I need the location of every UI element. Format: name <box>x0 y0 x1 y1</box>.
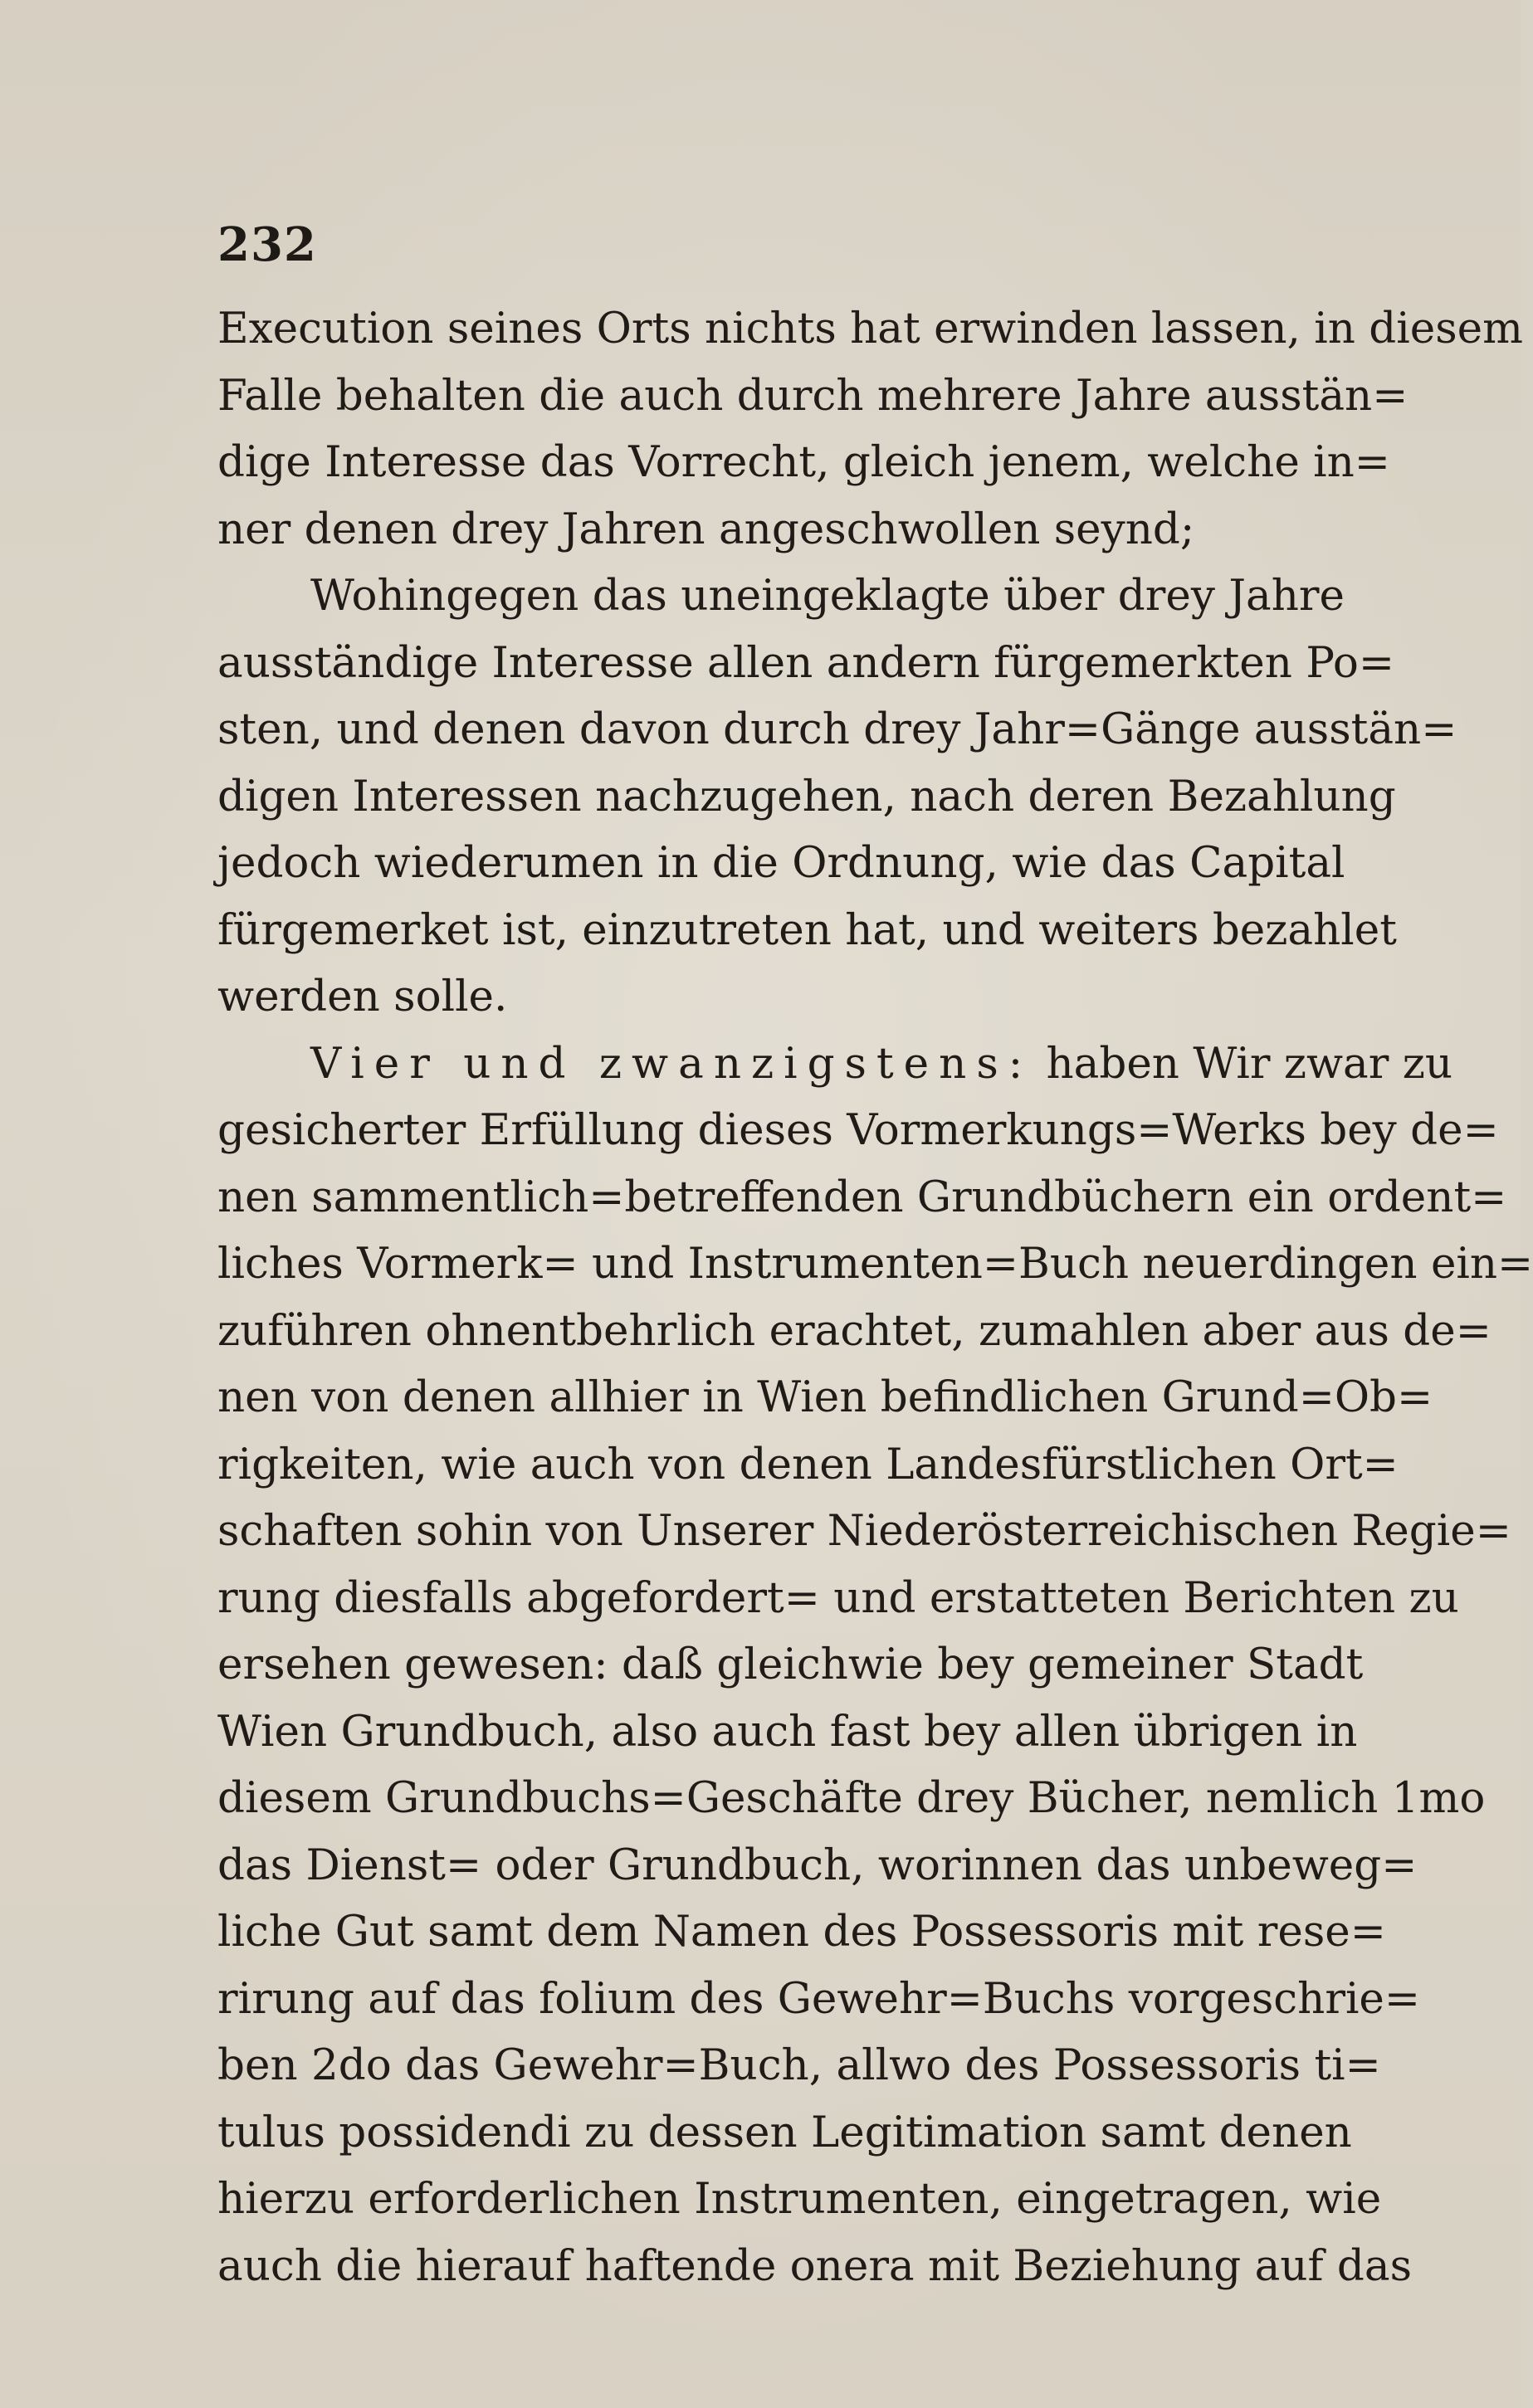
text-line: Execution seines Orts nichts hat erwinden lassen, in diesem <box>217 304 1523 353</box>
text-line-with-lead <box>217 1031 1453 1098</box>
text-line: dige Interesse das Vorrecht, gleich jenem, welche in= <box>217 437 1390 487</box>
text-line: nen sammentlich=betreffenden Grundbüchern ein ordent= <box>217 1172 1507 1222</box>
section-lead: Vier und zwanzigstens: <box>310 1038 1033 1089</box>
text-line: rung diesfalls abgefordert= und erstatteten Berichten zu <box>217 1572 1459 1623</box>
text-line: gesicherter Erfüllung dieses Vormerkungs=Werks bey de= <box>217 1105 1499 1155</box>
text-line: diesem Grundbuchs=Geschäfte drey Bücher, nemlich 1mo <box>217 1773 1486 1823</box>
text-line: hierzu erforderlichen Instrumenten, eingetragen, wie <box>217 2174 1382 2224</box>
text-line: Falle behalten die auch durch mehrere Jahre ausstän= <box>217 370 1409 421</box>
text-line: ben 2do das Gewehr=Buch, allwo des Possessoris ti= <box>217 2040 1381 2090</box>
text-line: schaften sohin von Unserer Niederösterreichischen Regie= <box>217 1506 1511 1556</box>
text-line: fürgemerket ist, einzutreten hat, und weiters bezahlet <box>217 904 1397 955</box>
text-line: Wien Grundbuch, also auch fast bey allen übrigen in <box>217 1706 1358 1757</box>
text-line: ner denen drey Jahren angeschwollen seynd; <box>217 504 1195 554</box>
text-line: rigkeiten, wie auch von denen Landesfürstlichen Ort= <box>217 1439 1399 1489</box>
text-line: jedoch wiederumen in die Ordnung, wie das Capital <box>217 838 1345 888</box>
text-line: Wohingegen das uneingeklagte über drey Jahre <box>310 571 1345 621</box>
text-line: liche Gut samt dem Namen des Possessoris mit rese= <box>217 1907 1386 1957</box>
page-number: 232 <box>217 217 317 272</box>
text-line: zuführen ohnentbehrlich erachtet, zumahlen aber aus de= <box>217 1305 1492 1356</box>
text-line: werden solle. <box>217 972 508 1021</box>
text-line: digen Interessen nachzugehen, nach deren Bezahlung <box>217 771 1396 821</box>
text-line: rirung auf das folium des Gewehr=Buchs vorgeschrie= <box>217 1973 1421 2024</box>
text-line: ersehen gewesen: daß gleichwie bey gemeiner Stadt <box>217 1640 1364 1689</box>
text-line: das Dienst= oder Grundbuch, worinnen das unbeweg= <box>217 1840 1418 1890</box>
text-line: ausständige Interesse allen andern fürgemerkten Po= <box>217 637 1395 688</box>
text-line: auch die hierauf haftende onera mit Beziehung auf das <box>217 2240 1413 2291</box>
text-line: tulus possidendi zu dessen Legitimation samt denen <box>217 2107 1352 2157</box>
body-text <box>217 295 1533 2299</box>
text-line: sten, und denen davon durch drey Jahr=Gänge ausstän= <box>217 704 1457 754</box>
text-line: liches Vormerk= und Instrumenten=Buch neuerdingen ein= <box>217 1239 1533 1289</box>
text-line-rest: haben Wir zwar zu <box>1033 1038 1453 1089</box>
text-line: nen von denen allhier in Wien befindlichen Grund=Ob= <box>217 1372 1433 1422</box>
